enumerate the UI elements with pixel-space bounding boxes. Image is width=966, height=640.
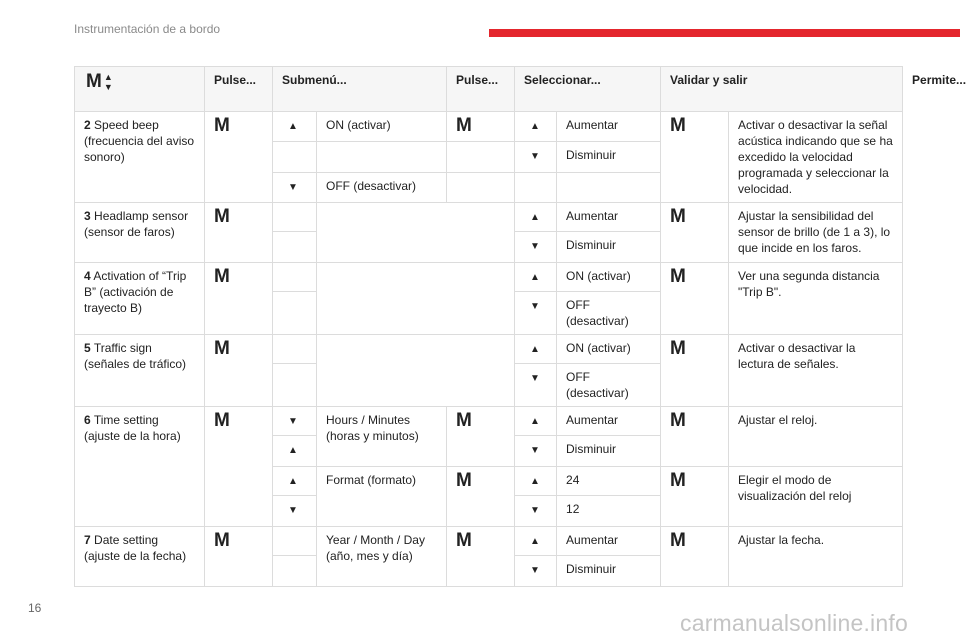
table-row (75, 527, 903, 556)
m-button-icon: M (661, 112, 729, 203)
down-arrow-icon: ▼ (273, 173, 317, 203)
select-option: Disminuir (557, 232, 661, 263)
up-arrow-icon: ▲ (273, 467, 317, 496)
setting-label: 3 Headlamp sensor (sensor de faros) (75, 203, 205, 263)
page-number: 16 (28, 601, 42, 615)
up-arrow-icon: ▲ (515, 263, 557, 292)
m-button-icon: M (661, 407, 729, 467)
submenu-option: Year / Month / Day (año, mes y día) (317, 527, 447, 587)
select-option: 24 (557, 467, 661, 496)
select-option: 12 (557, 496, 661, 527)
m-button-icon: M (205, 407, 273, 527)
down-arrow-icon: ▼ (515, 364, 557, 407)
down-arrow-icon: ▼ (103, 82, 113, 92)
down-arrow-icon: ▼ (515, 292, 557, 335)
setting-description: Ver una segunda distancia "Trip B". (729, 263, 903, 335)
up-arrow-icon: ▲ (273, 436, 317, 467)
column-header: Seleccionar... (515, 67, 661, 112)
up-arrow-icon: ▲ (273, 112, 317, 142)
down-arrow-icon: ▼ (515, 556, 557, 587)
m-button-icon: M (447, 467, 515, 527)
page-header-title: Instrumentación de a bordo (74, 22, 221, 36)
m-button-icon: M (661, 467, 729, 527)
select-option: OFF (desactivar) (557, 292, 661, 335)
m-button-icon: M (661, 263, 729, 335)
setting-description: Activar o desactivar la señal acústica indicando que se ha excedido la velocidad programada y seleccionar la velocidad. (729, 112, 903, 203)
setting-label: 5 Traffic sign (señales de tráfico) (75, 335, 205, 407)
setting-label: 6 Time setting (ajuste de la hora) (75, 407, 205, 527)
setting-description: Elegir el modo de visualización del reloj (729, 467, 903, 527)
submenu-option: ON (activar) (317, 112, 447, 142)
table-row (75, 263, 903, 292)
table-row (75, 407, 903, 436)
m-button-icon: M (205, 335, 273, 407)
select-option: Aumentar (557, 203, 661, 232)
setting-description: Ajustar la fecha. (729, 527, 903, 587)
select-option: Aumentar (557, 112, 661, 142)
setting-label: 2 Speed beep (frecuencia del aviso sonoro) (75, 112, 205, 203)
m-button-icon: M (661, 335, 729, 407)
setting-description: Ajustar el reloj. (729, 407, 903, 467)
column-header: Validar y salir (661, 67, 903, 112)
m-button-icon: M (86, 71, 102, 92)
setting-label: 7 Date setting (ajuste de la fecha) (75, 527, 205, 587)
m-button-icon: M (447, 112, 515, 142)
m-button-icon: M (447, 407, 515, 467)
header-accent-bar (489, 29, 960, 37)
select-option: Aumentar (557, 407, 661, 436)
table-row (75, 335, 903, 364)
up-arrow-icon: ▲ (515, 407, 557, 436)
down-arrow-icon: ▼ (515, 232, 557, 263)
column-header: Pulse... (447, 67, 515, 112)
setting-description: Ajustar la sensibilidad del sensor de brillo (de 1 a 3), lo que incide en los faros. (729, 203, 903, 263)
m-button-icon: M (661, 527, 729, 587)
select-option: ON (activar) (557, 335, 661, 364)
up-arrow-icon: ▲ (515, 203, 557, 232)
select-option: Aumentar (557, 527, 661, 556)
setting-label: 4 Activation of “Trip B” (activación de trayecto B) (75, 263, 205, 335)
down-arrow-icon: ▼ (515, 436, 557, 467)
watermark: carmanualsonline.info (680, 610, 908, 636)
up-arrow-icon: ▲ (103, 72, 113, 82)
column-header: Pulse... (205, 67, 273, 112)
menu-settings-table (74, 66, 966, 587)
select-option: ON (activar) (557, 263, 661, 292)
m-button-icon: M (205, 203, 273, 263)
setting-description: Activar o desactivar la lectura de señales. (729, 335, 903, 407)
header-icon-cell (75, 67, 205, 112)
m-button-icon: M (205, 263, 273, 335)
m-button-icon: M (205, 527, 273, 587)
m-button-icon: M (205, 112, 273, 203)
column-header: Submenú... (273, 67, 447, 112)
up-arrow-icon: ▲ (515, 335, 557, 364)
table-row (75, 112, 903, 142)
down-arrow-icon: ▼ (273, 496, 317, 527)
m-button-icon: M (661, 203, 729, 263)
up-arrow-icon: ▲ (515, 467, 557, 496)
up-arrow-icon: ▲ (515, 112, 557, 142)
down-arrow-icon: ▼ (515, 142, 557, 173)
down-arrow-icon: ▼ (515, 496, 557, 527)
select-option: Disminuir (557, 556, 661, 587)
table-row (75, 203, 903, 232)
select-option: Disminuir (557, 142, 661, 173)
up-arrow-icon: ▲ (515, 527, 557, 556)
table-header-row: M ▲ ▼ Pulse... Submenú... Pulse... Seleccionar... Validar y salir Permite... (75, 67, 903, 112)
submenu-option: Format (formato) (317, 467, 447, 527)
submenu-option: OFF (desactivar) (317, 173, 447, 203)
select-option: OFF (desactivar) (557, 364, 661, 407)
submenu-option: Hours / Minutes (horas y minutos) (317, 407, 447, 467)
down-arrow-icon: ▼ (273, 407, 317, 436)
m-button-icon: M (447, 527, 515, 587)
select-option: Disminuir (557, 436, 661, 467)
